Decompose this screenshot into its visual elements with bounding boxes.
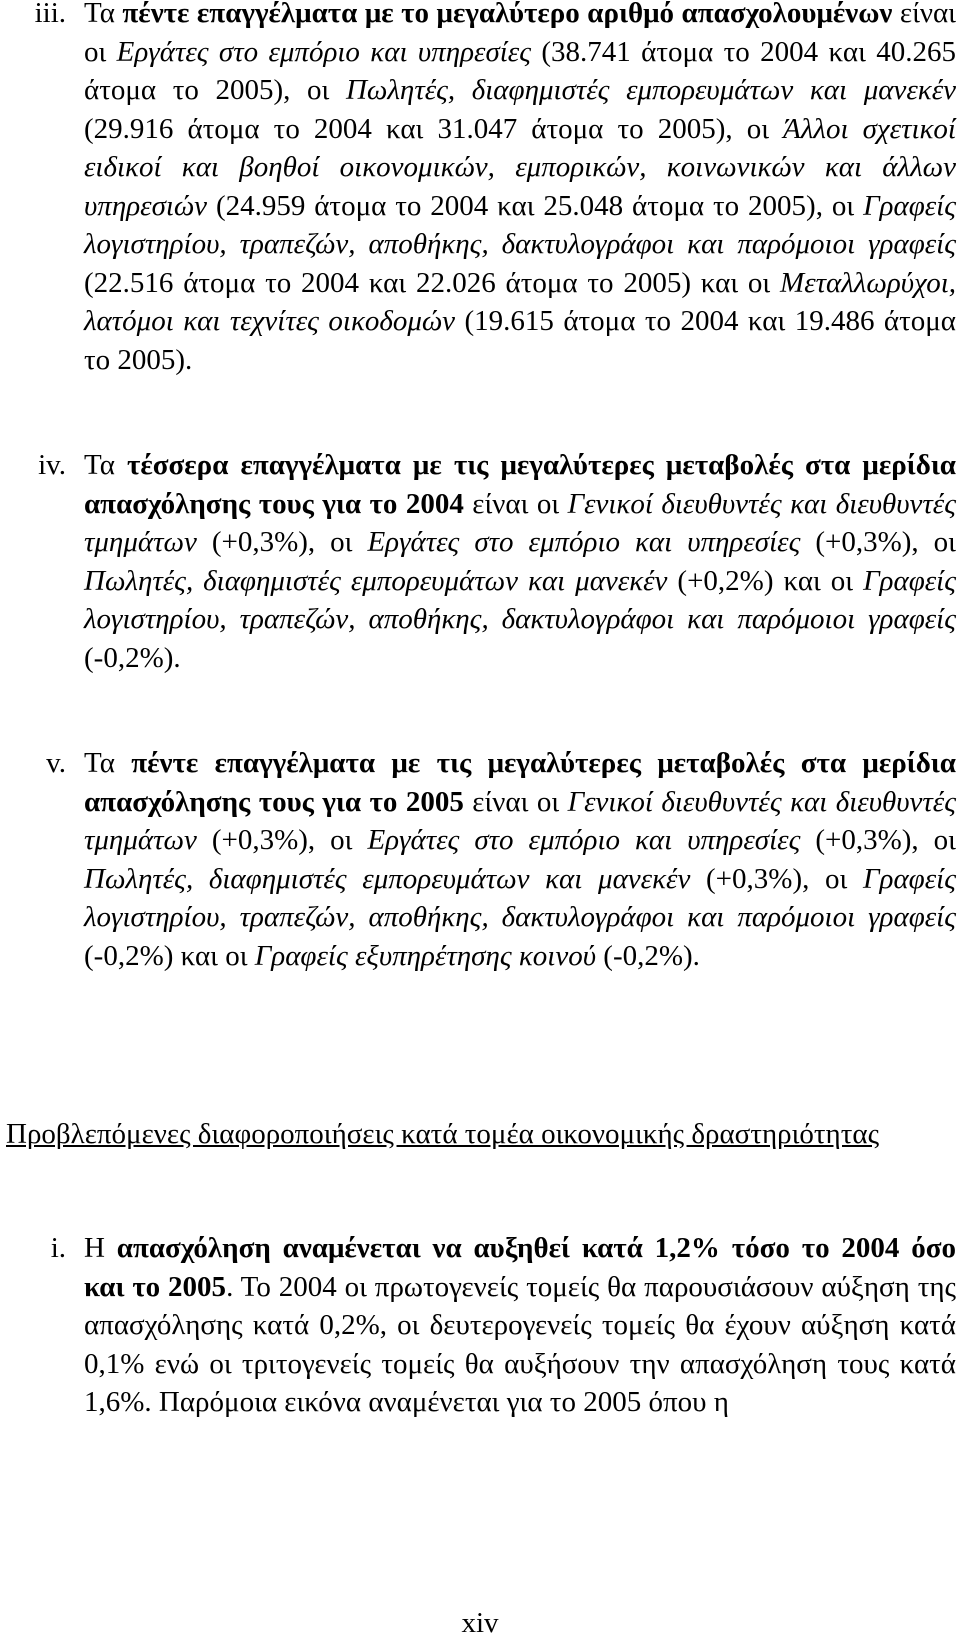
bold-text: απασχόληση αναμένεται να αυξηθεί κατά 1,2% τόσο το 2004 όσο και το 2005 <box>84 1232 956 1303</box>
text-run: (-0,2%). <box>84 641 181 674</box>
item-number: i. <box>50 1232 66 1264</box>
bold-text: πέντε επαγγέλματα με τις μεγαλύτερες μεταβολές στα μερίδια απασχόλησης τους για το 2005 <box>84 747 956 818</box>
item-text <box>84 1229 956 1422</box>
item-number: iii. <box>34 0 66 29</box>
text-run: (-0,2%). <box>596 939 700 972</box>
item-text <box>84 744 956 975</box>
text-run: (19.615 άτομα το 2004 και 19.486 άτομα το 2005). <box>84 305 956 376</box>
text-run: (+0,3%), οι <box>690 862 864 895</box>
text-run: Η <box>84 1232 117 1264</box>
italic-text: Εργάτες στο εμπόριο και υπηρεσίες <box>367 824 801 856</box>
section-heading: Προβλεπόμενες διαφοροποιήσεις κατά τομέα οικονομικής δραστηριότητας <box>6 1118 880 1150</box>
text-run: (+0,3%), οι <box>800 526 956 558</box>
text-run: (+0,3%), οι <box>196 526 368 558</box>
italic-text: Εργάτες στο εμπόριο και υπηρεσίες <box>367 526 801 558</box>
italic-text: Γραφείς λογιστηρίου, τραπεζών, αποθήκης, δακτυλογράφοι και παρόμοιοι γραφείς <box>84 564 956 635</box>
text-run: (+0,3%), οι <box>800 824 956 856</box>
text-run: Τα <box>84 747 132 779</box>
page-number: xiv <box>461 1607 499 1639</box>
text-run: (38.741 άτομα το 2004 και 40.265 άτομα το 2005), οι <box>84 35 956 106</box>
item-number: v. <box>46 747 66 779</box>
text-run: είναι οι <box>463 785 568 818</box>
item-number: iv. <box>38 449 66 481</box>
italic-text: Γραφείς λογιστηρίου, τραπεζών, αποθήκης, δακτυλογράφοι και παρόμοιοι γραφείς <box>84 862 956 933</box>
italic-text: Εργάτες στο εμπόριο και υπηρεσίες <box>116 35 532 68</box>
text-run: . Το 2004 οι πρωτογενείς τομείς θα παρουσιάσουν αύξηση της απασχόλησης κατά 0,2%, οι δευτερογενείς τομείς θα έχουν αύξηση κατά 0,1% ενώ οι τριτογενείς τομείς θα αυξήσουν την απασχόληση τους κατά 1,6%. Παρόμοια εικόνα αναμένεται για το 2005 όπου η <box>84 1270 956 1418</box>
text-run: (+0,3%), οι <box>196 824 368 856</box>
item-text <box>84 0 956 379</box>
italic-text: Πωλητές, διαφημιστές εμπορευμάτων και μανεκέν <box>84 862 691 895</box>
italic-text: Πωλητές, διαφημιστές εμπορευμάτων και μανεκέν <box>345 74 956 106</box>
italic-text: Γενικοί διευθυντές και διευθυντές τμημάτων <box>84 487 956 558</box>
text-run: Τα <box>84 0 123 29</box>
item-text <box>84 446 956 677</box>
text-run: (22.516 άτομα το 2004 και 22.026 άτομα το 2005) και οι <box>84 266 781 299</box>
italic-text: Άλλοι σχετικοί ειδικοί και βοηθοί οικονομικών, εμπορικών, κοινωνικών και άλλων υπηρεσιών <box>84 112 956 222</box>
italic-text: Μεταλλωρύχοι, λατόμοι και τεχνίτες οικοδομών <box>84 266 956 337</box>
text-run: Τα <box>84 449 127 481</box>
text-run: είναι οι <box>84 0 956 68</box>
italic-text: Γραφείς εξυπηρέτησης κοινού <box>254 939 597 972</box>
text-run: (29.916 άτομα το 2004 και 31.047 άτομα το 2005), οι <box>84 112 784 145</box>
bold-text: τέσσερα επαγγέλματα με τις μεγαλύτερες μεταβολές στα μερίδια απασχόλησης τους για το 2004 <box>84 449 956 520</box>
italic-text: Γραφείς λογιστηρίου, τραπεζών, αποθήκης, δακτυλογράφοι και παρόμοιοι γραφείς <box>84 189 956 260</box>
bold-text: πέντε επαγγέλματα με το μεγαλύτερο αριθμό απασχολουμένων <box>122 0 893 29</box>
italic-text: Πωλητές, διαφημιστές εμπορευμάτων και μανεκέν <box>84 564 668 597</box>
text-run: (+0,2%) και οι <box>667 564 864 597</box>
text-run: (-0,2%) και οι <box>84 939 255 972</box>
italic-text: Γενικοί διευθυντές και διευθυντές τμημάτων <box>84 785 956 856</box>
text-run: είναι οι <box>463 487 568 520</box>
text-run: (24.959 άτομα το 2004 και 25.048 άτομα το 2005), οι <box>207 189 864 222</box>
